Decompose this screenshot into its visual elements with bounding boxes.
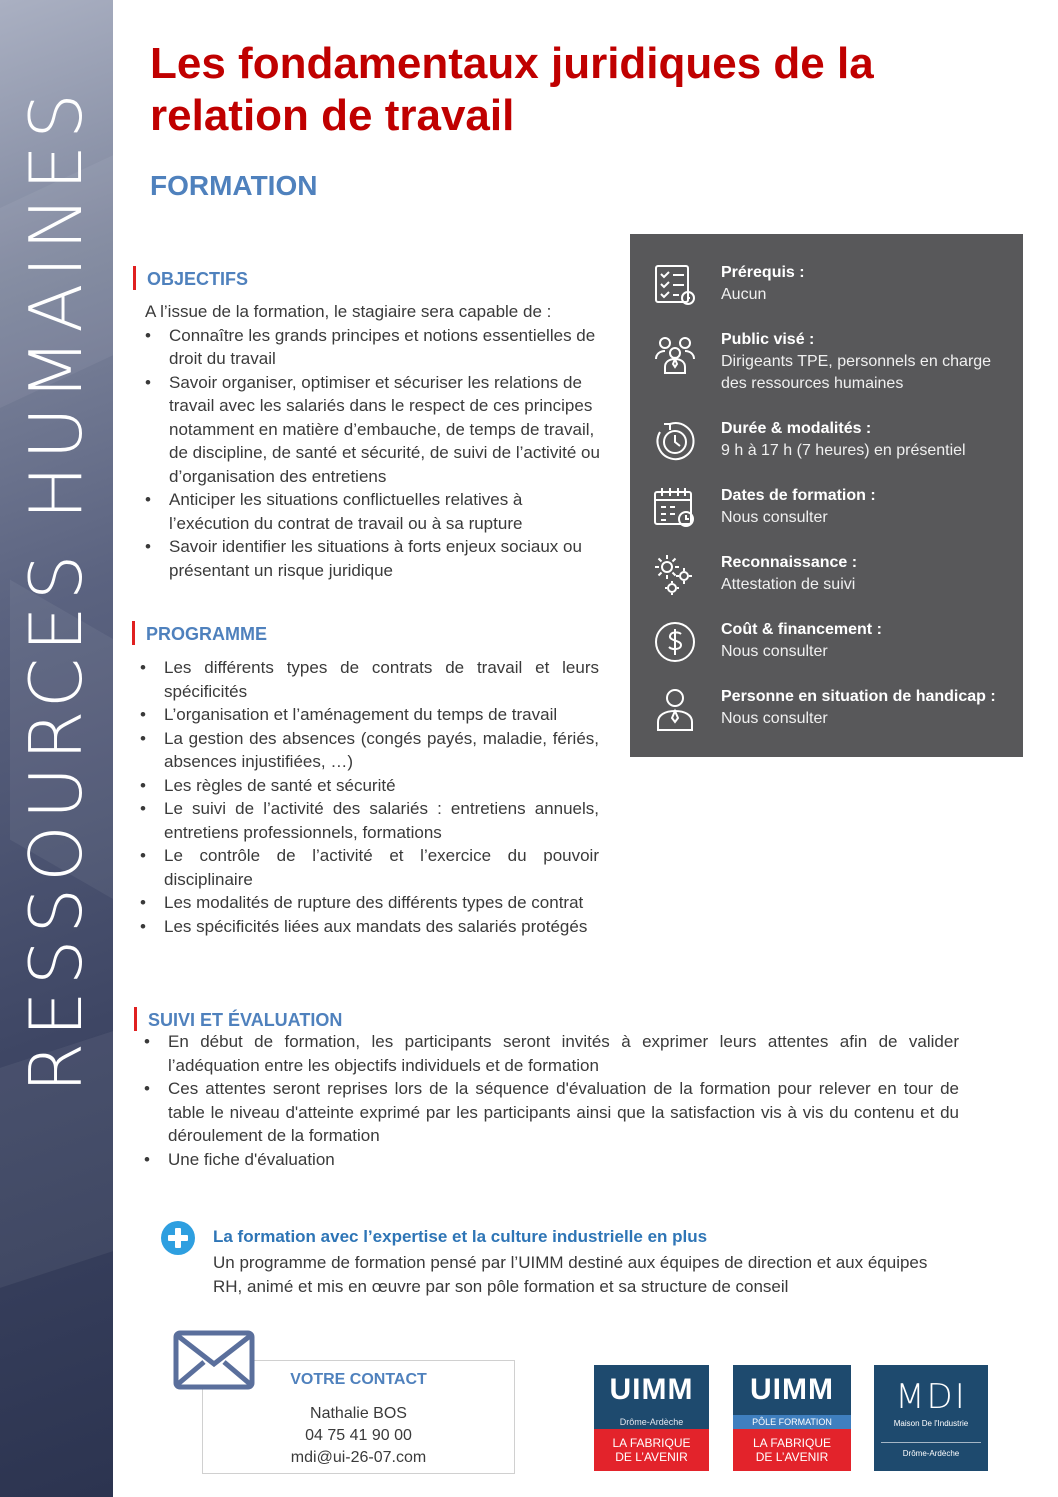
mail-icon [173,1330,255,1390]
mdi-logo-region: Drôme-Ardèche [902,1449,960,1458]
info-item-public [630,329,1023,391]
info-item-prerequis [630,262,1023,324]
list-item: • L’organisation et l’aménagement du temps de travail [140,703,599,727]
tagline-line: DE L’AVENIR [755,1450,829,1464]
list-item: • Les spécificités liées aux mandats des salariés protégés [140,915,599,939]
info-item-reconnaissance [630,552,1023,614]
list-item: • La gestion des absences (congés payés, maladie, fériés, absences injustifiées, …) [140,727,599,774]
list-item: • Savoir identifier les situations à forts enjeux sociaux ou présentant un risque juridique [145,535,605,582]
list-item: • Savoir organiser, optimiser et sécuriser les relations de travail avec les salariés dans le respect de ces principes notamment en matière d’embauche, de temps de travail, de discipline, de santé et sécurité, de suivi de l’activité ou d’organisation des entretiens [145,371,605,489]
dollar-icon [652,619,698,665]
programme-list [140,656,599,938]
contact-email: mdi@ui-26-07.com [290,1449,427,1466]
list-item: • Connaître les grands principes et notions essentielles de droit du travail [145,324,605,371]
list-item: • Le contrôle de l’activité et l’exercice du pouvoir disciplinaire [140,844,599,891]
objectifs-list [145,324,605,583]
info-value: Dirigeants TPE, personnels en charge des ressources humaines [721,353,992,392]
list-item: • Les modalités de rupture des différents types de contrat [140,891,599,915]
objectifs-intro: A l’issue de la formation, le stagiaire sera capable de : [145,302,552,321]
clock-icon [652,418,698,464]
info-label: Personne en situation de handicap : [721,688,996,705]
side-band [0,0,113,1497]
uimm-pole-formation-logo [733,1365,851,1471]
objectifs-heading: OBJECTIFS [133,268,248,290]
checklist-icon [652,262,698,308]
uimm-logo-name: UIMM [594,1365,709,1415]
info-value: Nous consulter [721,643,828,660]
info-item-handicap [630,686,1023,748]
tagline-line: DE L’AVENIR [615,1450,688,1464]
suivi-section [144,1030,959,1171]
calendar-icon [652,485,698,531]
person-icon [652,686,698,732]
contact-phone: 04 75 41 90 00 [305,1427,412,1444]
uimm-logo-band: PÔLE FORMATION [733,1415,851,1429]
list-item: • Les règles de santé et sécurité [140,774,599,798]
list-item: • Une fiche d'évaluation [144,1148,959,1172]
info-label: Dates de formation : [721,487,876,504]
uimm-logo-band: Drôme-Ardèche [594,1415,709,1429]
side-band-label: RESSOURCES HUMAINES [14,87,98,1093]
mdi-logo [874,1365,988,1471]
page-title: Les fondamentaux juridiques de la relation de travail [150,39,874,140]
page-subtitle: FORMATION [150,170,318,201]
info-label: Public visé : [721,331,815,348]
plus-icon [160,1220,196,1256]
gears-icon [652,552,698,598]
uimm-logo-name: UIMM [733,1365,851,1415]
info-label: Durée & modalités : [721,420,872,437]
info-value: Nous consulter [721,710,828,727]
info-value: Attestation de suivi [721,576,856,593]
suivi-heading: SUIVI ET ÉVALUATION [134,1009,342,1031]
mdi-logo-sub: Maison De l'Industrie [893,1419,969,1428]
plus-title: La formation avec l’expertise et la culture industrielle en plus [213,1227,708,1246]
suivi-list [144,1030,959,1171]
list-item: • Anticiper les situations conflictuelles relatives à l’exécution du contrat de travail ou à sa rupture [145,488,605,535]
list-item: • En début de formation, les participants seront invités à exprimer leurs attentes afin de valider l’adéquation entre les objectifs individuels et de formation [144,1030,959,1077]
info-item-dates [630,485,1023,547]
plus-text: Un programme de formation pensé par l’UIMM destiné aux équipes de direction et aux équipes RH, animé et mis en œuvre par son pôle formation et sa structure de conseil [213,1253,928,1296]
info-label: Reconnaissance : [721,554,858,571]
list-item: • Les différents types de contrats de travail et leurs spécificités [140,656,599,703]
info-value: Nous consulter [721,509,828,526]
info-label: Coût & financement : [721,621,882,638]
list-item: • Ces attentes seront reprises lors de la séquence d'évaluation de la formation pour relever en tour de table le niveau d'atteinte exprimé par les participants ainsi que la satisfaction vis à vis du contenu et du déroulement de la formation [144,1077,959,1148]
objectifs-section [145,300,605,582]
uimm-logo-tagline [594,1429,709,1471]
programme-heading: PROGRAMME [132,623,267,645]
list-item: • Le suivi de l’activité des salariés : entretiens annuels, entretiens professionnels, formations [140,797,599,844]
contact-name: Nathalie BOS [310,1405,407,1422]
mdi-logo-name: MDI [895,1377,967,1417]
info-item-cout [630,619,1023,681]
tagline-line: LA FABRIQUE [752,1436,832,1450]
info-item-duree [630,418,1023,480]
contact-title: VOTRE CONTACT [290,1371,427,1388]
info-label: Prérequis : [721,264,805,281]
group-icon [652,329,698,375]
uimm-drome-ardeche-logo [594,1365,709,1471]
programme-section [140,656,599,938]
info-box [630,234,1023,757]
info-value: 9 h à 17 h (7 heures) en présentiel [721,442,966,459]
tagline-line: LA FABRIQUE [612,1436,691,1450]
info-value: Aucun [721,286,767,303]
uimm-logo-tagline [733,1429,851,1471]
